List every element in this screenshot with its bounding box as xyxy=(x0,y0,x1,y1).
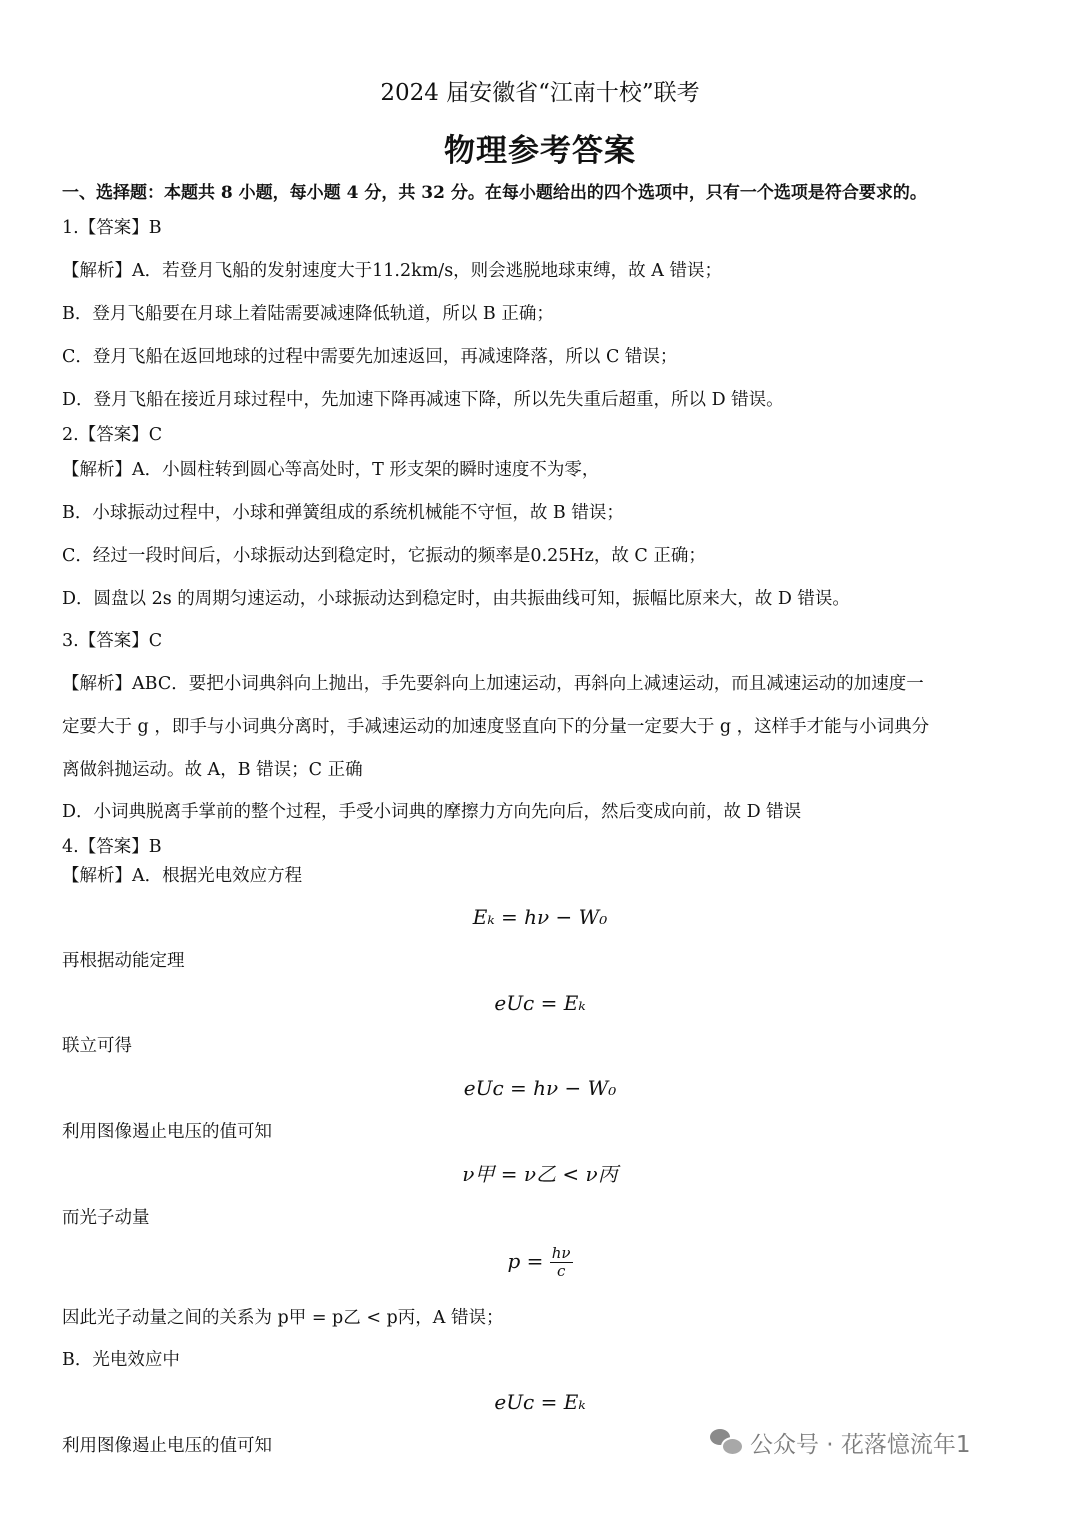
q4-text: B．光电效应中 xyxy=(62,1350,180,1370)
equation-kinetic: eUᴄ = Eₖ xyxy=(494,1390,586,1414)
q2-line: D．圆盘以 2s 的周期匀速运动，小球振动达到稳定时，由共振曲线可知，振幅比原来大，故 D 错误。 xyxy=(62,589,850,609)
q4-text: 联立可得 xyxy=(62,1036,132,1056)
q2-line: B．小球振动过程中，小球和弹簧组成的系统机械能不守恒，故 B 错误； xyxy=(62,503,624,523)
q1-line: 【解析】A．若登月飞船的发射速度大于11.2km/s，则会逃脱地球束缚，故 A 错误； xyxy=(62,261,722,281)
watermark-text: 公众号 · 花落憶流年1 xyxy=(750,1431,971,1458)
q4-text: 利用图像遏止电压的值可知 xyxy=(62,1122,272,1142)
q4-answer: 4.【答案】B xyxy=(62,837,162,857)
q1-line: B．登月飞船要在月球上着陆需要减速降低轨道，所以 B 正确； xyxy=(62,304,554,324)
watermark xyxy=(710,1425,971,1459)
section-heading: 一、选择题：本题共 8 小题，每小题 4 分，共 32 分。在每小题给出的四个选项中，只有一个选项是符合要求的。 xyxy=(62,183,927,203)
q4-text: 利用图像遏止电压的值可知 xyxy=(62,1436,272,1456)
q4-intro: 【解析】A．根据光电效应方程 xyxy=(62,866,303,886)
q3-line: 定要大于 g ，即手与小词典分离时，手减速运动的加速度竖直向下的分量一定要大于 g ，这样手才能与小词典分 xyxy=(62,717,930,737)
q1-line: C．登月飞船在返回地球的过程中需要先加速返回，再减速降落，所以 C 错误； xyxy=(62,347,678,367)
equation-combined: eUᴄ = hν − W₀ xyxy=(463,1076,617,1100)
q3-line: 【解析】ABC．要把小词典斜向上抛出，手先要斜向上加速运动，再斜向上减速运动，而且减速运动的加速度一 xyxy=(62,674,924,694)
q1-answer: 1.【答案】B xyxy=(62,218,162,238)
q2-line: C．经过一段时间后，小球振动达到稳定时，它振动的频率是0.25Hz，故 C 正确； xyxy=(62,546,706,566)
doc-subtitle: 物理参考答案 xyxy=(444,133,636,169)
q4-text: 因此光子动量之间的关系为 p甲 = p乙 < p丙，A 错误； xyxy=(62,1308,504,1328)
fraction-numerator: hν xyxy=(551,1244,571,1262)
q2-line: 【解析】A．小圆柱转到圆心等高处时，T 形支架的瞬时速度不为零， xyxy=(62,460,600,480)
q3-answer: 3.【答案】C xyxy=(62,631,163,651)
equation-photoelectric: Eₖ = hν − W₀ xyxy=(472,905,608,929)
q3-line: D．小词典脱离手掌前的整个过程，手受小词典的摩擦力方向先向后，然后变成向前，故 D 错误 xyxy=(62,802,802,822)
fraction-denominator: c xyxy=(556,1262,566,1280)
q4-text: 再根据动能定理 xyxy=(62,951,185,971)
doc-title: 2024 届安徽省“江南十校”联考 xyxy=(380,80,700,106)
wechat-icon xyxy=(710,1429,742,1455)
q2-answer: 2.【答案】C xyxy=(62,425,163,445)
momentum-lhs: p = xyxy=(507,1249,544,1273)
q3-line: 离做斜抛运动。故 A，B 错误；C 正确 xyxy=(62,760,363,780)
equation-momentum xyxy=(0,1238,1080,1284)
equation-kinetic: eUᴄ = Eₖ xyxy=(494,991,586,1015)
equation-frequency: ν甲 = ν乙 < ν丙 xyxy=(462,1162,618,1186)
q1-line: D．登月飞船在接近月球过程中，先加速下降再减速下降，所以先失重后超重，所以 D 错误。 xyxy=(62,390,784,410)
momentum-fraction xyxy=(550,1245,573,1280)
q4-text: 而光子动量 xyxy=(62,1208,150,1228)
